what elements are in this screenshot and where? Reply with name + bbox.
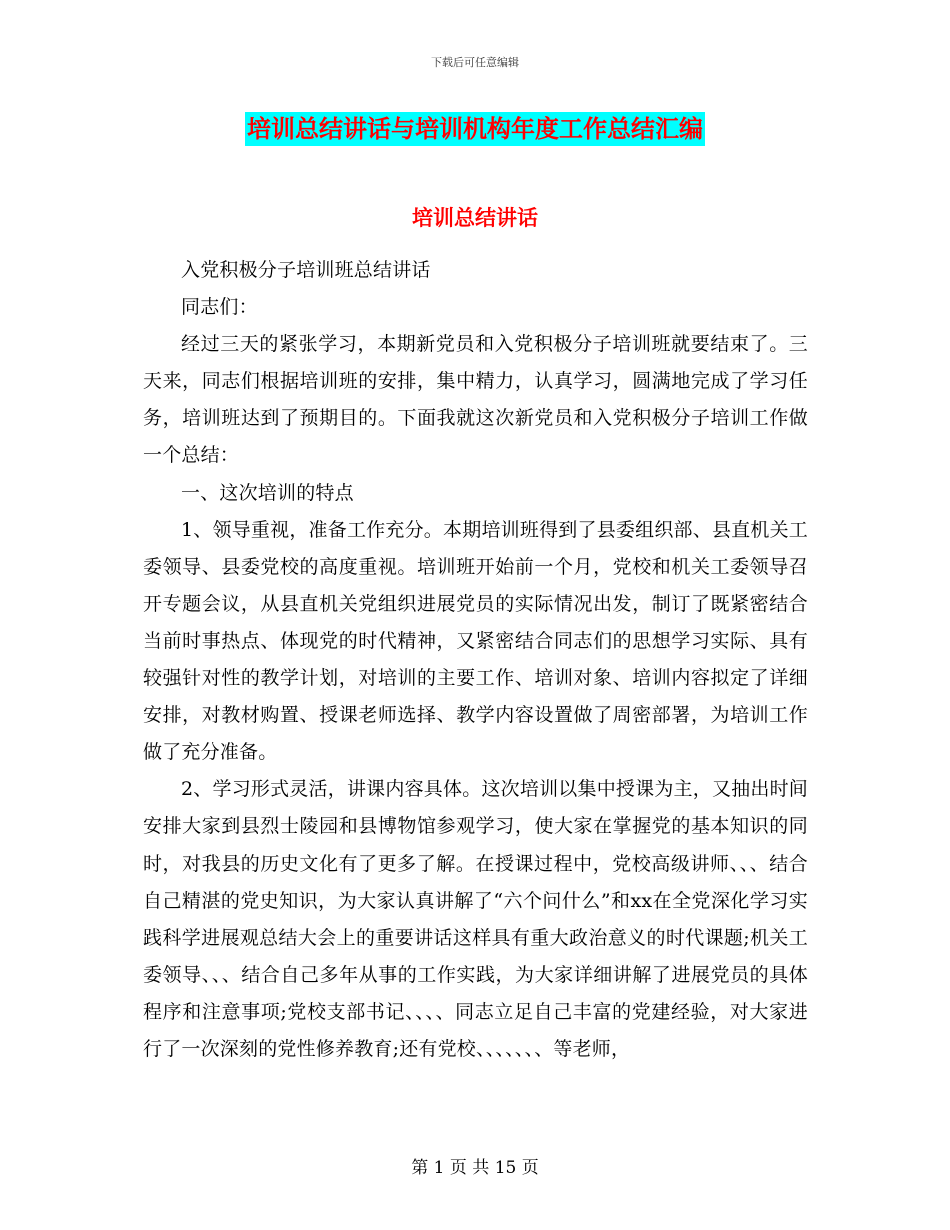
section-title: 培训总结讲话 [412, 206, 538, 230]
paragraph-section-heading: 一、这次培训的特点 [181, 481, 354, 504]
main-title-container [0, 112, 950, 146]
main-title: 培训总结讲话与培训机构年度工作总结汇编 [245, 112, 705, 146]
paragraph-salutation: 同志们： [181, 296, 258, 319]
page-footer: 第 1 页 共 15 页 [411, 1158, 539, 1178]
body-text [143, 252, 808, 1068]
paragraph-heading: 入党积极分子培训班总结讲话 [181, 259, 431, 281]
header-note: 下载后可任意编辑 [431, 56, 519, 69]
paragraph-intro: 经过三天的紧张学习，本期新党员和入党积极分子培训班就要结束了。三天来，同志们根据培训班的安排，集中精力，认真学习，圆满地完成了学习任务，培训班达到了预期目的。下面我就这次新党员和入党积极分子培训工作做一个总结： [143, 333, 808, 467]
paragraph-point-2: 2、学习形式灵活，讲课内容具体。这次培训以集中授课为主，又抽出时间安排大家到县烈士陵园和县博物馆参观学习，使大家在掌握党的基本知识的同时，对我县的历史文化有了更多了解。在授课过程中，党校高级讲师、、、结合自己精湛的党史知识，为大家认真讲解了“六个问什么”和xx在全党深化学习实践科学进展观总结大会上的重要讲话这样具有重大政治意义的时代课题;机关工委领导、、、结合自己多年从事的工作实践，为大家详细讲解了进展党员的具体程序和注意事项;党校支部书记、、、、同志立足自己丰富的党建经验，对大家进行了一次深刻的党性修养教育;还有党校、、、、、、、等老师， [143, 778, 808, 1060]
paragraph-point-1: 1、领导重视，准备工作充分。本期培训班得到了县委组织部、县直机关工委领导、县委党校的高度重视。培训班开始前一个月，党校和机关工委领导召开专题会议，从县直机关党组织进展党员的实际情况出发，制订了既紧密结合当前时事热点、体现党的时代精神，又紧密结合同志们的思想学习实际、具有较强针对性的教学计划，对培训的主要工作、培训对象、培训内容拟定了详细安排，对教材购置、授课老师选择、教学内容设置做了周密部署，为培训工作做了充分准备。 [143, 518, 808, 764]
